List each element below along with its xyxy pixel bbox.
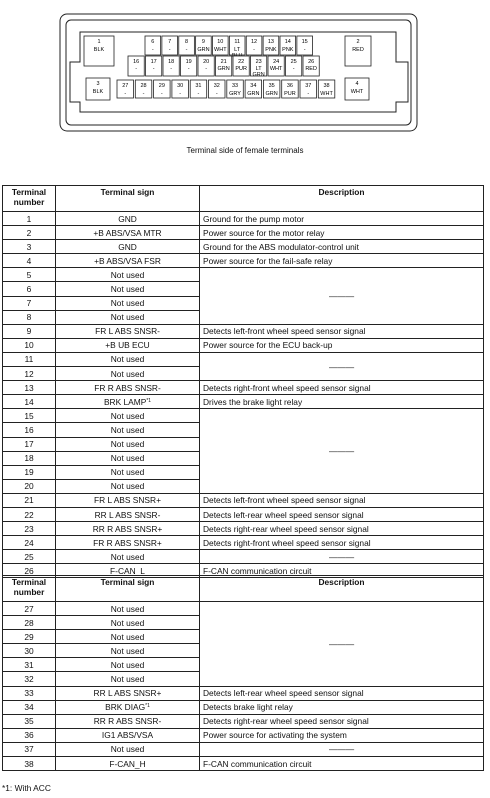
terminal-sign-text: F-CAN_H bbox=[109, 758, 146, 769]
table-header-row bbox=[3, 186, 484, 212]
footnote-marker: *1 bbox=[145, 703, 150, 710]
pin-wire-color: BLK bbox=[92, 89, 104, 95]
connector-pin bbox=[300, 80, 317, 98]
pin-number: 36 bbox=[286, 83, 294, 89]
terminal-number: 34 bbox=[3, 700, 56, 714]
terminal-sign-text: Not used bbox=[110, 603, 145, 614]
table-row bbox=[3, 507, 484, 521]
terminal-description: Drives the brake light relay bbox=[200, 395, 484, 409]
connector-pin bbox=[263, 36, 279, 55]
connector-pin bbox=[117, 80, 134, 98]
terminal-sign: Not used bbox=[56, 630, 200, 644]
terminal-description: Detects left-rear wheel speed sensor signal bbox=[200, 686, 484, 700]
terminal-sign bbox=[56, 240, 200, 254]
connector-pin bbox=[245, 80, 262, 98]
table-row bbox=[3, 254, 484, 268]
connector-pin bbox=[172, 80, 189, 98]
pin-wire-color: - bbox=[124, 91, 127, 97]
terminal-number: 26 bbox=[3, 564, 56, 578]
terminal-sign bbox=[56, 700, 200, 714]
pin-number: 32 bbox=[213, 83, 220, 89]
terminal-sign: Not used bbox=[56, 367, 200, 381]
connector-pin bbox=[297, 36, 313, 55]
terminal-sign-text: FR R ABS SNSR- bbox=[94, 382, 161, 393]
terminal-sign: Not used bbox=[56, 658, 200, 672]
terminal-sign bbox=[56, 602, 200, 616]
pin-number: 14 bbox=[284, 39, 291, 45]
table-row bbox=[3, 212, 484, 226]
unused-dash: ——— bbox=[200, 550, 484, 564]
pin-row-top bbox=[84, 36, 371, 78]
terminal-number: 32 bbox=[3, 672, 56, 686]
terminal-number: 37 bbox=[3, 742, 56, 756]
table-header-row bbox=[3, 576, 484, 602]
terminal-sign-text: Not used bbox=[110, 551, 145, 562]
pin-number: 9 bbox=[201, 39, 205, 45]
connector-pin bbox=[146, 56, 162, 76]
pin-wire-color: WHT bbox=[320, 91, 333, 97]
pin-wire-color: GRN bbox=[265, 91, 278, 97]
pin-wire-color: RED bbox=[305, 66, 317, 72]
terminal-number: 16 bbox=[3, 423, 56, 437]
terminal-sign-text: RR R ABS SNSR+ bbox=[92, 523, 163, 534]
header-terminal-number: Terminal number bbox=[3, 576, 56, 602]
connector-pin bbox=[179, 36, 195, 55]
pin-wire-color: WHT bbox=[214, 47, 227, 53]
table-row bbox=[3, 352, 484, 366]
terminal-sign bbox=[56, 381, 200, 395]
pin-wire-color: GRY bbox=[229, 91, 241, 97]
terminal-sign: Not used bbox=[56, 296, 200, 310]
connector-pin bbox=[303, 56, 319, 76]
terminal-table-part-2 bbox=[2, 575, 484, 771]
pin-wire-color: - bbox=[292, 66, 295, 72]
pin-number: 17 bbox=[150, 59, 157, 65]
terminal-number: 2 bbox=[3, 226, 56, 240]
terminal-sign-text: RR R ABS SNSR- bbox=[93, 716, 162, 727]
terminal-number: 30 bbox=[3, 644, 56, 658]
table-row bbox=[3, 395, 484, 409]
terminal-description: Detects right-rear wheel speed sensor signal bbox=[200, 522, 484, 536]
pin-wire-color: GRN bbox=[247, 91, 260, 97]
terminal-sign-text: +B ABS/VSA FSR bbox=[94, 255, 161, 266]
terminal-sign bbox=[56, 686, 200, 700]
terminal-sign-text: F-CAN_L bbox=[110, 565, 145, 576]
terminal-description: Detects left-rear wheel speed sensor signal bbox=[200, 507, 484, 521]
pin-wire-color: - bbox=[142, 91, 145, 97]
pin-row-bottom bbox=[86, 78, 369, 100]
connector-pin bbox=[163, 56, 179, 76]
terminal-sign-text: FR R ABS SNSR+ bbox=[93, 537, 162, 548]
connector-pin bbox=[227, 80, 244, 98]
terminal-sign-text: GND bbox=[118, 241, 137, 252]
pin-wire-color: - bbox=[185, 47, 188, 53]
terminal-description: Power source for the motor relay bbox=[200, 226, 484, 240]
unused-dash: ——— bbox=[200, 409, 484, 494]
terminal-number: 38 bbox=[3, 757, 56, 771]
pin-wire-color: - bbox=[179, 91, 182, 97]
terminal-description: F-CAN communication circuit bbox=[200, 564, 484, 578]
pin-wire-color: GRN bbox=[197, 47, 210, 53]
connector-pin bbox=[280, 36, 296, 55]
terminal-sign-text: FR L ABS SNSR+ bbox=[94, 495, 161, 506]
terminal-sign bbox=[56, 493, 200, 507]
table-row bbox=[3, 381, 484, 395]
terminal-sign bbox=[56, 268, 200, 282]
pin-wire-color: - bbox=[187, 66, 190, 72]
terminal-description: Detects right-front wheel speed sensor signal bbox=[200, 381, 484, 395]
terminal-number: 17 bbox=[3, 437, 56, 451]
header-terminal-number: Terminal number bbox=[3, 186, 56, 212]
terminal-sign-text: BRK DIAG bbox=[105, 702, 146, 713]
pin-wire-color: - bbox=[135, 66, 138, 72]
terminal-description: Ground for the ABS modulator-control unit bbox=[200, 240, 484, 254]
table-row bbox=[3, 409, 484, 423]
terminal-sign-text: Not used bbox=[110, 354, 145, 365]
connector-pin bbox=[213, 36, 229, 55]
pin-number: 37 bbox=[305, 83, 312, 89]
connector-pin bbox=[196, 36, 212, 55]
pin-number: 6 bbox=[151, 39, 155, 45]
terminal-sign-text: RR L ABS SNSR- bbox=[94, 509, 161, 520]
terminal-sign bbox=[56, 352, 200, 366]
terminal-sign bbox=[56, 395, 200, 409]
connector-pin bbox=[318, 80, 335, 98]
connector-pin bbox=[282, 80, 299, 98]
terminal-sign-text: Not used bbox=[110, 410, 145, 421]
table-row bbox=[3, 742, 484, 756]
pin-wire-color: BLK bbox=[93, 47, 105, 53]
terminal-number: 7 bbox=[3, 296, 56, 310]
terminal-number: 24 bbox=[3, 536, 56, 550]
connector-pin bbox=[233, 56, 249, 76]
connector-pin bbox=[86, 78, 110, 100]
terminal-description: Power source for the ECU back-up bbox=[200, 338, 484, 352]
terminal-number: 14 bbox=[3, 395, 56, 409]
terminal-sign-text: IG1 ABS/VSA bbox=[101, 730, 154, 741]
pin-number: 34 bbox=[250, 83, 257, 89]
terminal-sign bbox=[56, 522, 200, 536]
terminal-table-part-1 bbox=[2, 185, 484, 578]
table-row bbox=[3, 324, 484, 338]
header-terminal-sign: Terminal sign bbox=[56, 186, 200, 212]
pin-wire-color: GRN bbox=[217, 66, 230, 72]
terminal-number: 35 bbox=[3, 714, 56, 728]
connector-pin bbox=[216, 56, 232, 76]
table-row bbox=[3, 700, 484, 714]
terminal-number: 33 bbox=[3, 686, 56, 700]
pin-wire-color: - bbox=[303, 47, 306, 53]
terminal-sign: Not used bbox=[56, 616, 200, 630]
terminal-description: Detects brake light relay bbox=[200, 700, 484, 714]
connector-pin bbox=[345, 78, 369, 100]
pin-wire-color: WHT bbox=[350, 89, 364, 95]
pin-number: 16 bbox=[133, 59, 140, 65]
terminal-sign bbox=[56, 212, 200, 226]
pin-number: 1 bbox=[97, 39, 101, 45]
terminal-number: 28 bbox=[3, 616, 56, 630]
pin-number: 24 bbox=[273, 59, 280, 65]
terminal-number: 8 bbox=[3, 310, 56, 324]
table-row bbox=[3, 240, 484, 254]
terminal-sign-text: BRK LAMP bbox=[103, 396, 147, 407]
terminal-sign bbox=[56, 728, 200, 742]
pin-wire-color: - bbox=[170, 66, 173, 72]
connector-pin bbox=[84, 36, 114, 66]
connector-pin bbox=[190, 80, 207, 98]
pin-wire-color: - bbox=[152, 66, 155, 72]
table-row bbox=[3, 728, 484, 742]
pin-wire-color: - bbox=[307, 91, 310, 97]
terminal-sign-text: RR L ABS SNSR+ bbox=[93, 688, 162, 699]
pin-number: 35 bbox=[268, 83, 275, 89]
terminal-sign: Not used bbox=[56, 644, 200, 658]
terminal-sign-text: +B ABS/VSA MTR bbox=[93, 227, 162, 238]
footnote: *1: With ACC bbox=[2, 783, 51, 793]
pin-number: 13 bbox=[267, 39, 274, 45]
pin-wire-color: - bbox=[215, 91, 218, 97]
pin-wire-color: PUR bbox=[235, 66, 247, 72]
unused-dash: ——— bbox=[200, 268, 484, 324]
terminal-number: 29 bbox=[3, 630, 56, 644]
connector-pin bbox=[162, 36, 178, 55]
table-row bbox=[3, 522, 484, 536]
pin-number: 31 bbox=[195, 83, 202, 89]
table-row bbox=[3, 338, 484, 352]
table-row bbox=[3, 268, 484, 282]
connector-diagram bbox=[0, 0, 490, 140]
pin-number: 15 bbox=[301, 39, 308, 45]
terminal-description: Detects left-front wheel speed sensor signal bbox=[200, 493, 484, 507]
connector-pin bbox=[135, 80, 152, 98]
terminal-number: 6 bbox=[3, 282, 56, 296]
connector-pin bbox=[128, 56, 144, 76]
terminal-description: Detects left-front wheel speed sensor signal bbox=[200, 324, 484, 338]
pin-number: 18 bbox=[168, 59, 175, 65]
connector-pin bbox=[181, 56, 197, 76]
connector-pin bbox=[251, 56, 267, 78]
terminal-sign: Not used bbox=[56, 310, 200, 324]
terminal-number: 23 bbox=[3, 522, 56, 536]
connector-pin bbox=[154, 80, 171, 98]
terminal-number: 25 bbox=[3, 550, 56, 564]
connector-pin bbox=[198, 56, 214, 76]
terminal-sign: Not used bbox=[56, 282, 200, 296]
pin-wire-color: PUR bbox=[284, 91, 296, 97]
terminal-sign: Not used bbox=[56, 437, 200, 451]
pin-wire-color: RED bbox=[352, 47, 364, 53]
table-row bbox=[3, 757, 484, 771]
terminal-sign-text: Not used bbox=[110, 269, 145, 280]
pin-wire-color: - bbox=[168, 47, 171, 53]
pin-number: 23 bbox=[255, 59, 262, 65]
terminal-number: 36 bbox=[3, 728, 56, 742]
pin-wire-color: - bbox=[151, 47, 154, 53]
pin-number: 4 bbox=[355, 81, 359, 87]
terminal-number: 21 bbox=[3, 493, 56, 507]
terminal-sign bbox=[56, 409, 200, 423]
terminal-sign bbox=[56, 742, 200, 756]
pin-wire-color: LT bbox=[234, 47, 241, 53]
terminal-number: 3 bbox=[3, 240, 56, 254]
pin-number: 3 bbox=[96, 81, 100, 87]
terminal-sign-text: GND bbox=[118, 213, 137, 224]
terminal-sign: Not used bbox=[56, 465, 200, 479]
terminal-description: Detects right-front wheel speed sensor signal bbox=[200, 536, 484, 550]
connector-pin bbox=[263, 80, 280, 98]
header-terminal-sign: Terminal sign bbox=[56, 576, 200, 602]
pin-wire-color: - bbox=[160, 91, 163, 97]
connector-pin bbox=[246, 36, 262, 55]
table-row bbox=[3, 602, 484, 616]
terminal-number: 13 bbox=[3, 381, 56, 395]
terminal-sign-text: +B UB ECU bbox=[105, 340, 150, 351]
terminal-sign bbox=[56, 757, 200, 771]
terminal-sign-text: FR L ABS SNSR- bbox=[95, 326, 160, 337]
pin-number: 22 bbox=[238, 59, 245, 65]
pin-number: 19 bbox=[185, 59, 192, 65]
terminal-sign bbox=[56, 254, 200, 268]
pin-wire-color: - bbox=[205, 66, 208, 72]
pin-number: 8 bbox=[185, 39, 189, 45]
pin-wire-color: LT bbox=[255, 66, 262, 72]
terminal-number: 27 bbox=[3, 602, 56, 616]
terminal-sign bbox=[56, 536, 200, 550]
terminal-sign-text: Not used bbox=[110, 744, 145, 755]
pin-number: 27 bbox=[122, 83, 129, 89]
pin-number: 12 bbox=[251, 39, 258, 45]
terminal-number: 19 bbox=[3, 465, 56, 479]
pin-wire-color: GRN bbox=[252, 72, 265, 78]
terminal-sign: Not used bbox=[56, 423, 200, 437]
diagram-caption: Terminal side of female terminals bbox=[186, 146, 304, 155]
connector-pin bbox=[345, 36, 371, 66]
connector-pin bbox=[229, 36, 245, 59]
unused-dash: ——— bbox=[200, 602, 484, 687]
table-row bbox=[3, 226, 484, 240]
terminal-number: 15 bbox=[3, 409, 56, 423]
terminal-sign: Not used bbox=[56, 451, 200, 465]
pin-number: 25 bbox=[290, 59, 297, 65]
pin-number: 7 bbox=[168, 39, 172, 45]
connector-pin bbox=[286, 56, 302, 76]
pin-wire-color: WHT bbox=[269, 66, 283, 72]
terminal-description: F-CAN communication circuit bbox=[200, 757, 484, 771]
terminal-number: 31 bbox=[3, 658, 56, 672]
pin-number: 10 bbox=[217, 39, 224, 45]
terminal-description: Ground for the pump motor bbox=[200, 212, 484, 226]
terminal-number: 22 bbox=[3, 507, 56, 521]
terminal-sign: Not used bbox=[56, 479, 200, 493]
pin-wire-color: PNK bbox=[265, 47, 277, 53]
header-description: Description bbox=[200, 576, 484, 602]
terminal-number: 12 bbox=[3, 367, 56, 381]
terminal-number: 5 bbox=[3, 268, 56, 282]
pin-number: 20 bbox=[203, 59, 210, 65]
terminal-description: Power source for activating the system bbox=[200, 728, 484, 742]
pin-number: 30 bbox=[177, 83, 184, 89]
terminal-number: 10 bbox=[3, 338, 56, 352]
unused-dash: ——— bbox=[200, 742, 484, 756]
footnote-marker: *1 bbox=[146, 397, 152, 404]
terminal-sign bbox=[56, 338, 200, 352]
terminal-description: Power source for the fail-safe relay bbox=[200, 254, 484, 268]
terminal-sign bbox=[56, 550, 200, 564]
table-row bbox=[3, 714, 484, 728]
terminal-number: 11 bbox=[3, 352, 56, 366]
table-row bbox=[3, 493, 484, 507]
terminal-sign: Not used bbox=[56, 672, 200, 686]
terminal-sign bbox=[56, 226, 200, 240]
pin-wire-color: - bbox=[197, 91, 200, 97]
pin-number: 33 bbox=[231, 83, 239, 89]
pin-number: 29 bbox=[158, 83, 165, 89]
header-description: Description bbox=[200, 186, 484, 212]
table-row bbox=[3, 536, 484, 550]
pin-wire-color: PNK bbox=[282, 47, 294, 53]
terminal-number: 20 bbox=[3, 479, 56, 493]
terminal-sign bbox=[56, 507, 200, 521]
pin-number: 11 bbox=[234, 39, 241, 45]
connector-pin bbox=[209, 80, 226, 98]
pin-number: 38 bbox=[323, 83, 330, 89]
terminal-description: Detects right-rear wheel speed sensor signal bbox=[200, 714, 484, 728]
connector-pin bbox=[268, 56, 284, 76]
connector-pin bbox=[145, 36, 161, 55]
pin-number: 28 bbox=[140, 83, 147, 89]
pin-number: 2 bbox=[356, 39, 360, 45]
terminal-number: 1 bbox=[3, 212, 56, 226]
terminal-number: 9 bbox=[3, 324, 56, 338]
table-row bbox=[3, 550, 484, 564]
terminal-sign bbox=[56, 324, 200, 338]
terminal-number: 18 bbox=[3, 451, 56, 465]
unused-dash: ——— bbox=[200, 352, 484, 380]
pin-number: 26 bbox=[308, 59, 315, 65]
table-row bbox=[3, 686, 484, 700]
pin-wire-color: - bbox=[253, 47, 255, 53]
terminal-number: 4 bbox=[3, 254, 56, 268]
terminal-sign bbox=[56, 714, 200, 728]
pin-number: 21 bbox=[220, 59, 227, 65]
